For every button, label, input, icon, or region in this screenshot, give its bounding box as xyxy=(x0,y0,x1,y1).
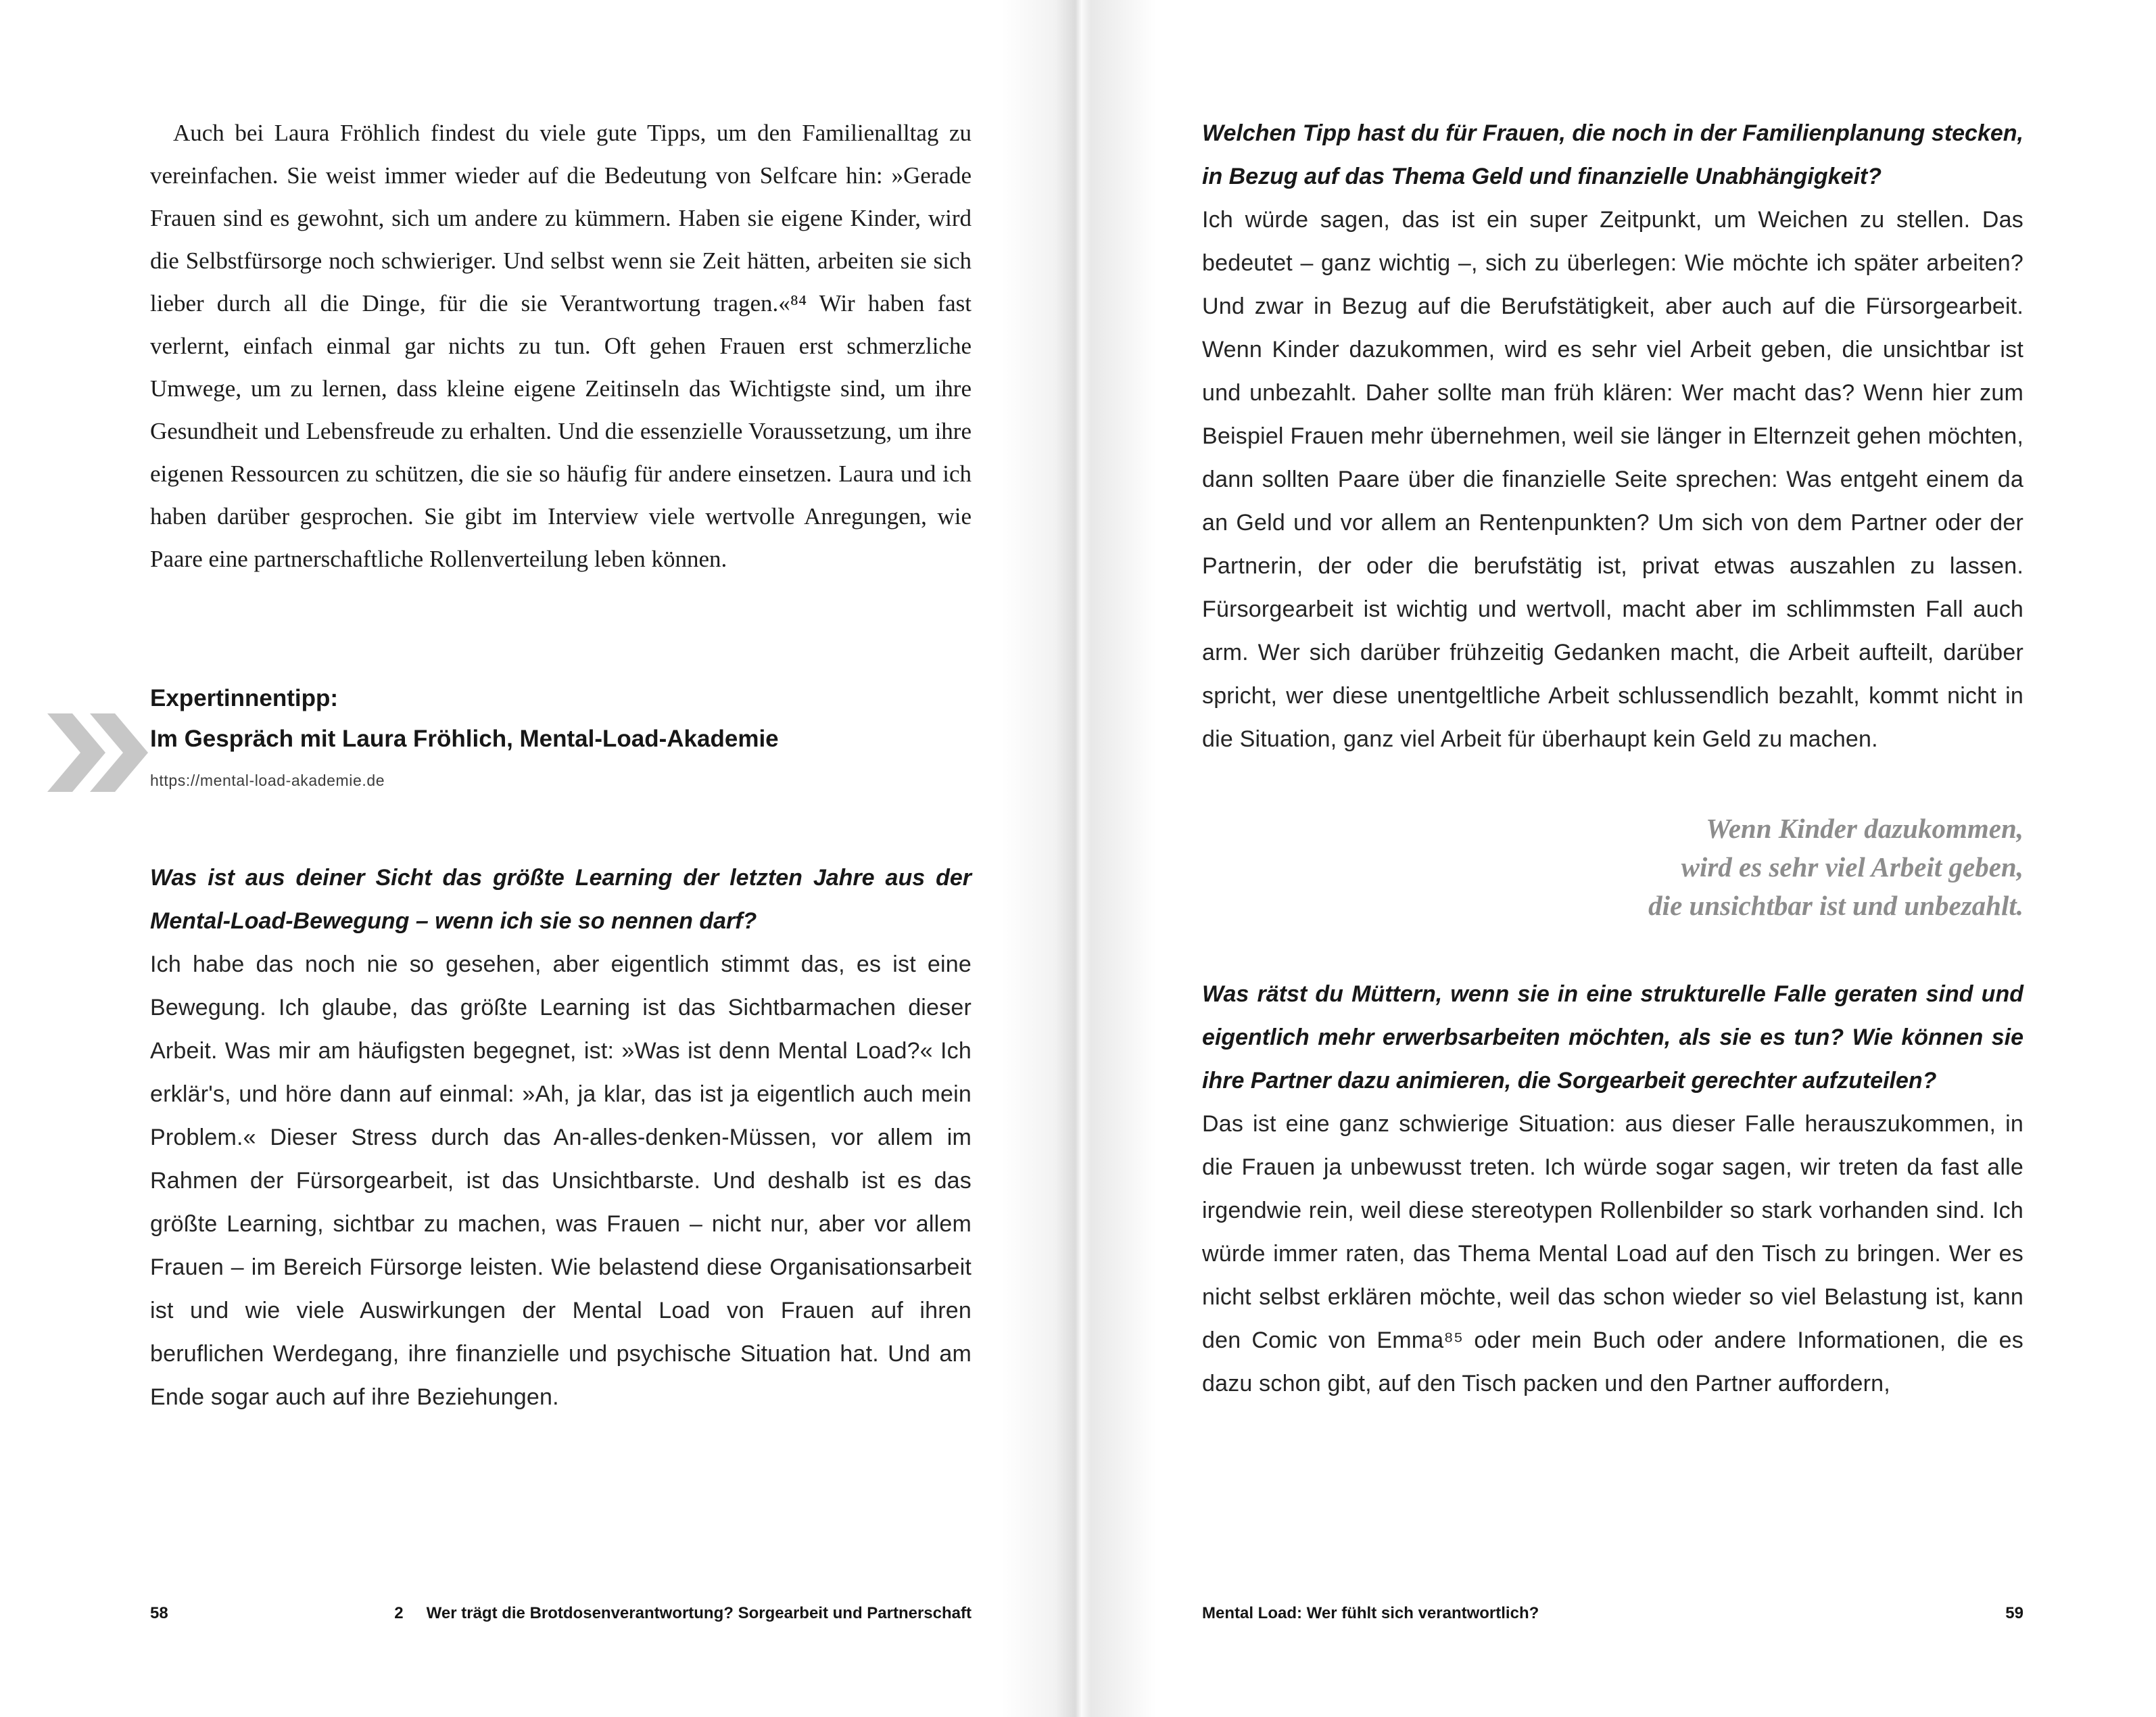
left-page-footer xyxy=(150,1604,972,1623)
interview-answer: Das ist eine ganz schwierige Situation: aus dieser Falle herauszukommen, in die Frauen ja unbewusst treten. Ich würde sogar sagen, wir treten da fast alle irgendwie rein, weil diese stereotypen Rollenbilder so stark vorhanden sind. Ich würde immer raten, das Thema Mental Load auf den Tisch zu bringen. Wer es nicht selbst erklären möchte, weil das schon wieder so viel Belastung ist, kann den Comic von Emma⁸⁵ oder mein Buch oder andere Informationen, die es dazu schon gibt, auf den Tisch packen und den Partner auffordern, xyxy=(1202,1111,2023,1396)
interview-question: Was rätst du Müttern, wenn sie in eine strukturelle Falle geraten sind und eigentlich mehr erwerbsarbeiten möchten, als sie es tun? Wie können sie ihre Partner dazu animieren, die Sorgearbeit gerechter aufzuteilen? xyxy=(1202,981,2023,1093)
interview-block-right-2 xyxy=(1202,972,2023,1405)
interview-question: Welchen Tipp hast du für Frauen, die noch in der Familienplanung stecken, in Bezug auf das Thema Geld und finanzielle Unabhängigkeit? xyxy=(1202,120,2023,189)
pull-quote-line: Wenn Kinder dazukommen, xyxy=(1706,813,2023,844)
interview-block-left xyxy=(150,856,972,1419)
page-number: 58 xyxy=(150,1604,168,1622)
interview-answer: Ich habe das noch nie so gesehen, aber eigentlich stimmt das, es ist eine Bewegung. Ich glaube, das größte Learning ist das Sichtbarmachen dieser Arbeit. Was mir am häufigsten begegnet, ist: »Was ist denn Mental Load?« Ich erklär's, und höre dann auf einmal: »Ah, ja klar, das ist ja eigentlich auch mein Problem.« Dieser Stress durch das An-alles-denken-Müssen, vor allem im Rahmen der Fürsorgearbeit, ist das Unsichtbarste. Und deshalb ist es das größte Learning, sichtbar zu machen, was Frauen – nicht nur, aber vor allem Frauen – im Bereich Fürsorge leisten. Wie belastend diese Organisationsarbeit ist und wie viele Auswirkungen der Mental Load von Frauen auf ihren beruflichen Werdegang, ihre finanzielle und psychische Situation hat. Und am Ende sogar auch auf ihre Beziehungen. xyxy=(150,951,972,1410)
pull-quote-line: die unsichtbar ist und unbezahlt. xyxy=(1648,890,2023,921)
interview-question: Was ist aus deiner Sicht das größte Learning der letzten Jahre aus der Mental-Load-Bewegung – wenn ich sie so nennen darf? xyxy=(150,865,972,934)
intro-paragraph: Auch bei Laura Fröhlich findest du viele gute Tipps, um den Familienalltag zu vereinfachen. Sie weist immer wieder auf die Bedeutung von Selfcare hin: »Gerade Frauen sind es gewohnt, sich um andere zu kümmern. Haben sie eigene Kinder, wird die Selbstfürsorge noch schwieriger. Und selbst wenn sie Zeit hätten, arbeiten sie sich lieber durch all die Dinge, für die sie Verantwortung tragen.«⁸⁴ Wir haben fast verlernt, einfach einmal gar nichts zu tun. Oft gehen Frauen erst schmerzliche Umwege, um zu lernen, dass kleine eigene Zeitinseln das Wichtigste sind, um ihre Gesundheit und Lebensfreude zu erhalten. Und die essenzielle Voraussetzung, um ihre eigenen Ressourcen zu schützen, die sie so häufig für andere einsetzen. Laura und ich haben darüber gesprochen. Sie gibt im Interview viele wertvolle Anregungen, wie Paare eine partnerschaftliche Rollenverteilung leben können. xyxy=(150,120,972,572)
running-chapter-title xyxy=(394,1604,972,1623)
expert-tip-box xyxy=(150,678,972,790)
interview-block-right-1 xyxy=(1202,112,2023,761)
book-spine-shadow xyxy=(1001,0,1156,1717)
expert-tip-url: https://mental-load-akademie.de xyxy=(150,772,385,789)
right-page-footer xyxy=(1202,1604,2023,1623)
chapter-number: 2 xyxy=(394,1604,404,1622)
expert-tip-heading-line2: Im Gespräch mit Laura Fröhlich, Mental-Load-Akademie xyxy=(150,726,779,752)
pull-quote xyxy=(1202,809,2023,925)
expert-tip-heading-line1: Expertinnentipp: xyxy=(150,685,339,711)
left-page-column xyxy=(150,112,972,1419)
double-chevron-icon xyxy=(47,713,149,792)
right-page-column xyxy=(1202,112,2023,1405)
page-number: 59 xyxy=(2005,1604,2023,1622)
pull-quote-line: wird es sehr viel Arbeit geben, xyxy=(1681,851,2023,883)
running-section-title: Mental Load: Wer fühlt sich verantwortlich? xyxy=(1202,1604,1539,1622)
interview-answer: Ich würde sagen, das ist ein super Zeitpunkt, um Weichen zu stellen. Das bedeutet – ganz wichtig –, sich zu überlegen: Wie möchte ich später arbeiten? Und zwar in Bezug auf die Berufstätigkeit, aber auch auf die Fürsorgearbeit. Wenn Kinder dazukommen, wird es sehr viel Arbeit geben, die unsichtbar ist und unbezahlt. Daher sollte man früh klären: Wer macht das? Wenn hier zum Beispiel Frauen mehr übernehmen, weil sie länger in Elternzeit gehen möchten, dann sollten Paare über die finanzielle Seite sprechen: Was entgeht einem da an Geld und vor allem an Rentenpunkten? Um sich von dem Partner oder der Partnerin, der oder die berufstätig ist, privat etwas auszahlen zu lassen. Fürsorgearbeit ist wichtig und wertvoll, macht aber im schlimmsten Fall auch arm. Wer sich darüber frühzeitig Gedanken macht, die Arbeit aufteilt, darüber spricht, wer diese unentgeltliche Arbeit schlussendlich bezahlt, kommt nicht in die Situation, ganz viel Arbeit für überhaupt kein Geld zu machen. xyxy=(1202,207,2023,752)
chapter-title: Wer trägt die Brotdosenverantwortung? Sorgearbeit und Partnerschaft xyxy=(426,1604,972,1622)
